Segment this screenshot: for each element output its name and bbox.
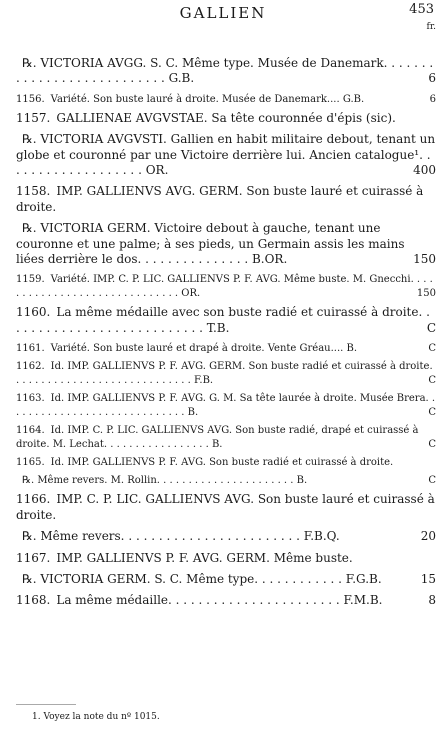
entry-text: ℞. VICTORIA AVGVSTI. Gallien en habit militaire debout, tenant un globe et couronné par une Victoire derrière lui. Ancien catalogue¹. . . . . . . . . . . . . . . . . . . OR. — [16, 132, 436, 178]
entry-number: 1162. — [16, 361, 45, 373]
entry-text: La même médaille. . . . . . . . . . . . . . . . . . . . . . . F.M.B. — [56, 593, 383, 608]
list-item — [16, 572, 436, 587]
entry-text: ℞. Même revers. . . . . . . . . . . . . . . . . . . . . . . . F.B.Q. — [22, 529, 340, 544]
list-item — [16, 529, 436, 544]
entry-number: 1160. — [16, 305, 51, 320]
unit-label: fr. — [426, 22, 436, 32]
entry-text: Variété. Son buste lauré et drapé à droite. Vente Gréau.... B. — [50, 343, 358, 355]
list-item — [16, 273, 436, 301]
list-item — [16, 342, 436, 356]
entry-number: 1163. — [16, 393, 45, 405]
entry-value: 8 — [428, 593, 436, 608]
list-item — [16, 424, 436, 452]
entry-text: Id. IMP. GALLIENVS P. F. AVG. Son buste radié et cuirassé à droite. — [50, 457, 394, 469]
footnote: 1. Voyez la note du nº 1015. — [32, 712, 160, 722]
entry-text: ℞. VICTORIA AVGG. S. C. Même type. Musée de Danemark. . . . . . . . . . . . . . . . . . . . . . . . . . . G.B. — [16, 56, 434, 86]
list-item — [16, 492, 436, 523]
entry-value: 150 — [413, 252, 436, 267]
entry-number: 1168. — [16, 593, 51, 608]
entry-value: 20 — [420, 529, 436, 544]
entry-text: IMP. C. P. LIC. GALLIENVS AVG. Son buste lauré et cuirassé à droite. — [16, 492, 435, 522]
list-item — [16, 456, 436, 470]
list-item — [16, 56, 436, 87]
entry-number: 1156. — [16, 93, 45, 105]
list-item — [16, 93, 436, 107]
list-item — [16, 305, 436, 336]
entries-list — [16, 56, 436, 615]
entry-value: 400 — [413, 163, 436, 178]
list-item — [16, 360, 436, 388]
entry-text: Variété. Son buste lauré à droite. Musée de Danemark.... G.B. — [50, 93, 365, 105]
entry-number: 1159. — [16, 274, 45, 286]
entry-text: Id. IMP. GALLIENVS P. F. AVG. G. M. Sa tête laurée à droite. Musée Brera. . . . . . . . . . . . . . . . . . . . . . . . . . . . . B. — [16, 393, 436, 419]
footnote-rule — [16, 704, 76, 705]
list-item — [16, 221, 436, 267]
entry-number: 1166. — [16, 492, 51, 507]
list-item — [16, 111, 436, 126]
page-number: 453 — [409, 2, 434, 17]
entry-text: ℞. VICTORIA GERM. S. C. Même type. . . . . . . . . . . . F.G.B. — [22, 571, 382, 586]
entry-value: C — [428, 439, 436, 451]
entry-value: 15 — [420, 571, 436, 586]
entry-number: 1167. — [16, 550, 51, 565]
entry-value: 150 — [416, 288, 436, 300]
entry-text: ℞. Même revers. M. Rollin. . . . . . . . . . . . . . . . . . . . . . B. — [22, 475, 308, 487]
entry-text: Id. IMP. GALLIENVS P. F. AVG. GERM. Son buste radié et cuirassé à droite. . . . . . . . . . . . . . . . . . . . . . . . . . . . . F.B. — [16, 361, 433, 387]
entry-value: C — [428, 475, 436, 487]
entry-text: Id. IMP. C. P. LIC. GALLIENVS AVG. Son buste radié, drapé et cuirassé à droite. M. Lechat. . . . . . . . . . . . . . . . . B. — [16, 425, 419, 451]
list-item — [16, 551, 436, 566]
entry-number: 1158. — [16, 184, 51, 199]
entry-value: 6 — [428, 71, 436, 86]
entry-text: La même médaille avec son buste radié et cuirassé à droite. . . . . . . . . . . . . . . . . . . . . . . . . . . T.B. — [16, 305, 430, 335]
entry-value: C — [428, 407, 436, 419]
entry-text: IMP. GALLIENVS P. F. AVG. GERM. Même buste. — [56, 550, 353, 565]
entry-value: C — [428, 343, 436, 355]
page-title: GALLIEN — [179, 4, 267, 22]
entry-value: C — [428, 375, 436, 387]
entry-text: GALLIENAE AVGVSTAE. Sa tête couronnée d'épis (sic). — [56, 110, 396, 125]
entry-number: 1164. — [16, 425, 45, 437]
list-item — [16, 593, 436, 608]
entry-number: 1165. — [16, 457, 45, 469]
entry-value: 6 — [429, 93, 436, 105]
entry-number: 1157. — [16, 110, 51, 125]
list-item — [16, 392, 436, 420]
list-item — [16, 474, 436, 488]
entry-number: 1161. — [16, 343, 45, 355]
entry-text: IMP. GALLIENVS AVG. GERM. Son buste lauré et cuirassé à droite. — [16, 184, 424, 214]
list-item — [16, 184, 436, 215]
entry-value: C — [426, 320, 436, 335]
entry-text: ℞. VICTORIA GERM. Victoire debout à gauche, tenant une couronne et une palme; à ses pieds, un Germain assis les mains liées derrière le dos. . . . . . . . . . . . . . . B.OR. — [16, 221, 405, 267]
entry-text: Variété. IMP. C. P. LIC. GALLIENVS P. F. AVG. Même buste. M. Gnecchi. . . . . . . . . . . . . . . . . . . . . . . . . . . . . . OR. — [16, 274, 433, 300]
list-item — [16, 132, 436, 178]
